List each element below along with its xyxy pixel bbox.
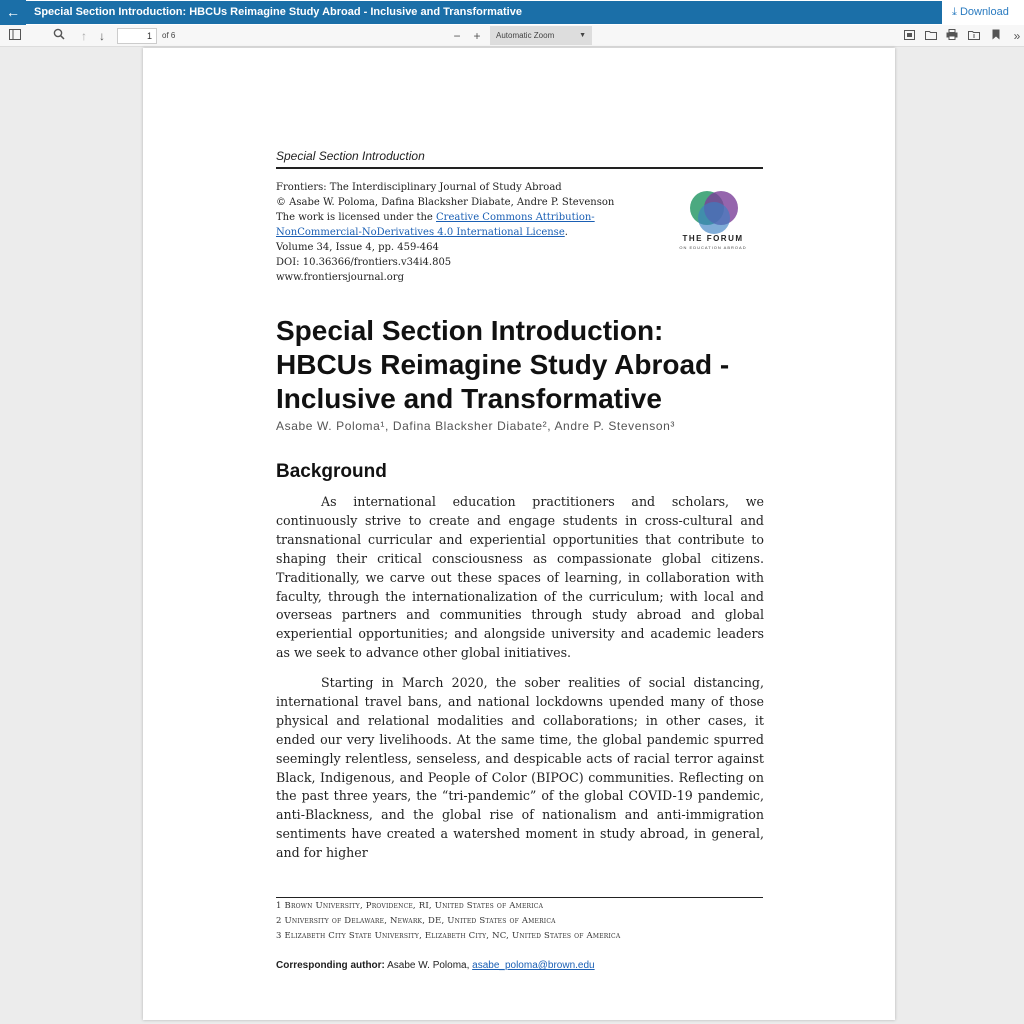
license-line xyxy=(276,210,656,240)
document-viewer[interactable] xyxy=(0,48,1024,1024)
download-label: Download xyxy=(959,6,1009,18)
search-icon[interactable] xyxy=(52,28,66,44)
sidebar-toggle-icon[interactable] xyxy=(8,28,22,44)
back-button[interactable] xyxy=(0,0,26,25)
pdf-toolbar xyxy=(0,25,1024,47)
bookmark-icon[interactable] xyxy=(989,28,1003,44)
license-prefix: The work is licensed under the xyxy=(276,212,437,223)
pdf-page xyxy=(143,48,895,1020)
presentation-mode-icon[interactable] xyxy=(902,28,916,44)
article-title: Special Section Introduction: HBCUs Reimagine Study Abroad - Inclusive and Transformative xyxy=(276,315,730,414)
corresponding-label: Corresponding author: xyxy=(276,960,385,971)
page-number-input[interactable]: 1 xyxy=(117,28,157,44)
corresponding-email[interactable]: asabe_poloma@brown.edu xyxy=(472,960,595,971)
download-icon: ⤓ xyxy=(952,6,957,18)
footnote: 1 Brown University, Providence, RI, United States of America xyxy=(276,901,544,911)
volume: Volume 34, Issue 4, pp. 459-464 xyxy=(276,242,439,253)
copyright: © Asabe W. Poloma, Dafina Blacksher Diabate, Andre P. Stevenson xyxy=(276,197,615,208)
next-page-icon[interactable]: ↓ xyxy=(99,29,105,43)
forum-logo xyxy=(671,186,755,254)
doi: DOI: 10.36366/frontiers.v34i4.805 xyxy=(276,257,452,268)
article-metadata xyxy=(276,180,656,285)
paragraph: Starting in March 2020, the sober realities of social distancing, international travel bans, and national lockdowns upended many of those physical and relational modalities and collaborations; in other cases, it ended our very livelihoods. At the same time, the global pandemic spurred seemingly relentless, senseless, and despicable acts of racial terror against Black, Indigenous, and People of Color (BIPOC) communities. Reflecting on the past three years, the “tri-pandemic” of the global COVID-19 pandemic, anti-Blackness, and the global rise of nationalism and anti-immigration sentiments have created a watershed moment in study abroad, in general, and for higher xyxy=(276,675,764,861)
license-link[interactable]: Creative Commons Attribution-NonCommercial-NoDerivatives 4.0 International License xyxy=(276,212,595,238)
corresponding-author xyxy=(276,960,595,971)
page-count: of 6 xyxy=(162,31,176,40)
footnote: 2 University of Delaware, Newark, DE, United States of America xyxy=(276,916,556,926)
tools-icon[interactable]: » xyxy=(1013,29,1021,43)
corresponding-name: Asabe W. Poloma, xyxy=(384,960,473,971)
section-heading: Background xyxy=(276,461,387,482)
footnote: 3 Elizabeth City State University, Elizabeth City, NC, United States of America xyxy=(276,931,621,941)
download-button[interactable] xyxy=(952,0,1009,25)
license-suffix: . xyxy=(564,227,568,238)
zoom-select[interactable] xyxy=(490,26,592,45)
document-title: Special Section Introduction: HBCUs Reimagine Study Abroad - Inclusive and Transformative xyxy=(26,1,942,24)
previous-page-icon[interactable]: ↑ xyxy=(81,29,87,43)
zoom-out-button[interactable]: − xyxy=(453,29,461,43)
save-icon[interactable] xyxy=(967,28,981,44)
footnote-rule xyxy=(276,897,763,898)
logo-subtitle: ON EDUCATION ABROAD xyxy=(679,245,747,250)
website: www.frontiersjournal.org xyxy=(276,272,404,283)
zoom-value: Automatic Zoom xyxy=(496,31,555,40)
journal-name: Frontiers: The Interdisciplinary Journal of Study Abroad xyxy=(276,182,562,193)
authors: Asabe W. Poloma¹, Dafina Blacksher Diabate², Andre P. Stevenson³ xyxy=(276,419,676,433)
logo-name: THE FORUM xyxy=(682,234,744,243)
print-icon[interactable] xyxy=(945,28,959,44)
chevron-down-icon: ▼ xyxy=(579,32,586,39)
header-rule xyxy=(276,167,763,169)
running-head: Special Section Introduction xyxy=(276,149,425,163)
arrow-left-icon: ← xyxy=(6,4,20,20)
open-file-icon[interactable] xyxy=(924,28,938,44)
zoom-in-button[interactable]: + xyxy=(473,29,481,43)
title-bar xyxy=(0,0,1024,25)
paragraph: As international education practitioners and scholars, we continuously strive to create and engage students in cross-cultural and transnational curricular and experiential opportunities that contribute to shaping their critical consciousness as compassionate global citizens. Traditionally, we carve out these spaces of learning, in collaboration with faculty, through the internationalization of the curriculum; with local and overseas partners and communities through study abroad and global experiential opportunities; and alongside university and academic leaders as we seek to advance other global initiatives. xyxy=(276,494,764,661)
